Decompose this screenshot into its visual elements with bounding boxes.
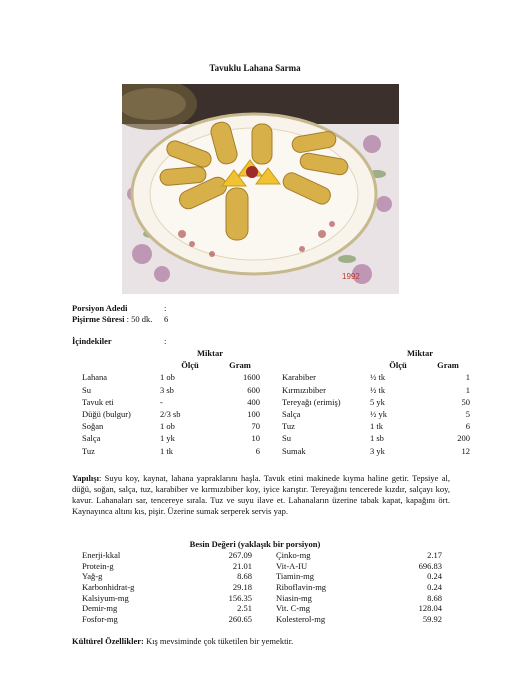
nutrient-name: Demir-mg <box>82 603 118 614</box>
nutrition-title: Besin Değeri (yaklaşık bir porsiyon) <box>189 539 321 549</box>
nutrient-name: Tiamin-mg <box>276 571 314 582</box>
nutrient-value: 2.17 <box>427 550 442 560</box>
ingredient-measure: 1 yk <box>160 433 175 444</box>
ingredients-colon: : <box>164 336 167 346</box>
ingredient-measure: 1 ob <box>160 372 175 383</box>
ingredients-col-measure: Ölçü <box>389 360 407 371</box>
ingredient-name: Kırmızıbiber <box>282 384 326 395</box>
ingredient-gram: 600 <box>247 384 260 395</box>
ingredient-name: Karabiber <box>282 372 316 383</box>
nutrient-value: 267.09 <box>228 550 252 560</box>
table-row <box>282 409 470 421</box>
table-row <box>282 397 470 409</box>
ingredient-measure: 5 yk <box>370 396 385 407</box>
nutrient-name: Kolesterol-mg <box>276 613 326 624</box>
nutrient-value: 21.01 <box>232 560 252 571</box>
table-row <box>276 614 442 625</box>
cook-time-label: Pişirme Süresi <box>72 314 125 324</box>
ingredient-gram: 1600 <box>243 372 260 383</box>
table-row <box>282 385 470 397</box>
table-row <box>82 561 252 572</box>
nutrition-table-right <box>276 550 442 624</box>
ingredient-measure: ½ tk <box>370 372 386 383</box>
ingredient-measure: 2/3 sb <box>160 408 181 419</box>
ingredient-name: Tuz <box>82 445 95 456</box>
table-row <box>276 550 442 561</box>
table-row <box>82 433 260 445</box>
ingredient-gram: 70 <box>251 421 260 432</box>
preparation-label: Yapılışı <box>72 473 99 483</box>
nutrient-name: Enerji-kkal <box>82 550 121 560</box>
ingredient-name: Soğan <box>82 421 104 432</box>
nutrient-name: Yağ-g <box>82 571 103 582</box>
portion-value: : 6 <box>164 303 169 324</box>
nutrient-value: 696.83 <box>418 560 442 571</box>
nutrient-value: 260.65 <box>228 613 252 624</box>
dish-illustration <box>122 84 399 294</box>
nutrient-name: Riboflavin-mg <box>276 581 327 592</box>
table-row <box>276 571 442 582</box>
nutrient-name: Protein-g <box>82 560 114 571</box>
ingredient-gram: 200 <box>457 433 470 444</box>
preparation-paragraph <box>72 473 450 517</box>
table-row <box>276 603 442 614</box>
ingredient-measure: 1 tk <box>370 421 383 432</box>
preparation-text: : Suyu koy, kaynat, lahana yapraklarını haşla. Tavuk etini makinede kıyma haline getir. Tepsiye al, düğü, soğan, salça, tuz, karabiber ve kırmızıbiber koy, iyice karıştır. Tereyağını tencerede kızdır, salçayı koy, kavur. Lahanaları sar, tencereye sırala. Tuz ve suyu ilave et. Lahanaların üzerine tabak kapat, kapağını ört. Kaynayınca altını kıs, pişir. Üzerine sumak serperek servis yap. <box>72 473 450 517</box>
ingredient-measure: 1 ob <box>160 421 175 432</box>
ingredient-name: Su <box>82 384 91 395</box>
ingredient-gram: 100 <box>247 408 260 419</box>
ingredient-name: Sumak <box>282 445 306 456</box>
table-row <box>276 582 442 593</box>
ingredient-gram: 6 <box>465 421 470 432</box>
nutrient-name: Vit. C-mg <box>276 603 310 614</box>
culture-text: Kış mevsiminde çok tüketilen bir yemektir. <box>143 636 294 646</box>
ingredient-gram: 6 <box>255 445 260 456</box>
photo-date-stamp: 1992 <box>342 272 360 281</box>
culture-label: Kültürel Özellikler: <box>72 636 144 646</box>
ingredient-gram: 50 <box>461 396 470 407</box>
ingredient-name: Düğü (bulgur) <box>82 408 131 419</box>
ingredient-name: Lahana <box>82 372 108 383</box>
table-row <box>82 446 260 458</box>
nutrient-value: 0.24 <box>427 581 442 592</box>
ingredients-table-left <box>82 348 260 458</box>
table-row <box>282 433 470 445</box>
ingredients-col-measure: Ölçü <box>181 360 199 371</box>
ingredients-table-right <box>282 348 470 458</box>
table-row <box>82 603 252 614</box>
ingredient-measure: 3 sb <box>160 384 174 395</box>
table-row <box>276 561 442 572</box>
ingredient-name: Su <box>282 433 291 444</box>
table-row <box>82 593 252 604</box>
cook-time-row <box>72 314 152 325</box>
ingredient-measure: ½ tk <box>370 384 386 395</box>
table-row <box>282 446 470 458</box>
ingredient-measure: 1 tk <box>160 445 173 456</box>
ingredient-measure: 1 sb <box>370 433 384 444</box>
culture-line <box>72 636 293 647</box>
table-row <box>82 571 252 582</box>
nutrient-name: Fosfor-mg <box>82 613 118 624</box>
ingredients-heading: İçindekiler <box>72 336 112 346</box>
ingredient-measure: ½ yk <box>370 408 387 419</box>
ingredient-gram: 10 <box>251 433 260 444</box>
table-row <box>82 385 260 397</box>
table-row <box>82 397 260 409</box>
nutrient-value: 128.04 <box>418 603 442 614</box>
nutrient-value: 2.51 <box>237 603 252 614</box>
nutrient-name: Çinko-mg <box>276 550 311 560</box>
table-row <box>276 593 442 604</box>
table-row <box>82 409 260 421</box>
ingredient-measure: 3 yk <box>370 445 385 456</box>
ingredient-name: Salça <box>82 433 101 444</box>
cook-time-value: : 50 dk. <box>126 314 153 324</box>
nutrient-name: Kalsiyum-mg <box>82 592 129 603</box>
ingredient-measure: - <box>160 396 163 407</box>
table-row <box>82 614 252 625</box>
nutrition-table-left <box>82 550 252 624</box>
nutrient-value: 8.68 <box>427 592 442 603</box>
ingredient-name: Tavuk eti <box>82 396 114 407</box>
ingredient-gram: 1 <box>465 384 470 395</box>
ingredient-gram: 5 <box>465 408 470 419</box>
table-row <box>282 421 470 433</box>
ingredient-name: Tuz <box>282 421 295 432</box>
table-row <box>282 372 470 384</box>
ingredient-gram: 12 <box>461 445 470 456</box>
nutrient-name: Vit-A-IU <box>276 560 308 571</box>
ingredients-heading-row <box>72 336 167 347</box>
nutrient-name: Niasin-mg <box>276 592 312 603</box>
nutrient-value: 29.18 <box>232 581 252 592</box>
nutrient-value: 59.92 <box>422 613 442 624</box>
recipe-title: Tavuklu Lahana Sarma <box>209 63 301 73</box>
nutrient-value: 156.35 <box>228 592 252 603</box>
ingredient-name: Salça <box>282 408 301 419</box>
ingredients-col-gram: Gram <box>229 360 251 371</box>
ingredient-gram: 1 <box>465 372 470 383</box>
ingredient-name: Tereyağı (erimiş) <box>282 396 341 407</box>
ingredients-col-gram: Gram <box>437 360 459 371</box>
dish-photo <box>122 84 399 294</box>
table-row <box>82 550 252 561</box>
table-row <box>82 421 260 433</box>
table-row <box>82 372 260 384</box>
ingredients-header-group: Miktar <box>407 348 433 358</box>
nutrient-name: Karbonhidrat-g <box>82 581 135 592</box>
ingredient-gram: 400 <box>247 396 260 407</box>
nutrient-value: 8.68 <box>237 571 252 582</box>
table-row <box>82 582 252 593</box>
nutrient-value: 0.24 <box>427 571 442 582</box>
ingredients-header-group: Miktar <box>197 348 223 358</box>
portion-label: Porsiyon Adedi <box>72 303 128 313</box>
